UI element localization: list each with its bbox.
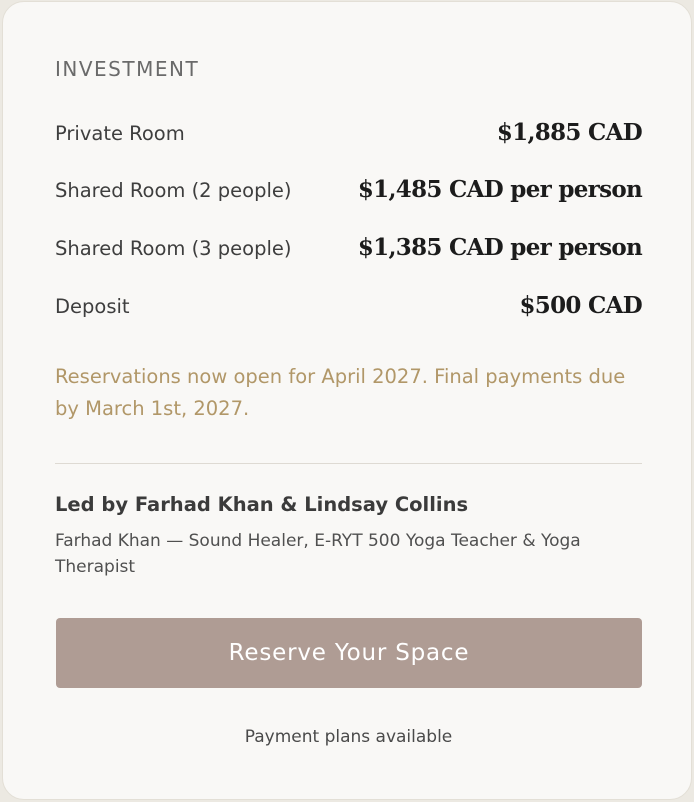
price-row-label: Private Room [55, 122, 185, 145]
price-row-label: Shared Room (3 people) [55, 237, 292, 260]
price-row-private-room [55, 112, 642, 152]
price-row-label: Shared Room (2 people) [55, 179, 292, 202]
reserve-space-button[interactable]: Reserve Your Space [56, 618, 642, 688]
price-row-shared-room-2 [55, 169, 642, 209]
payment-plans-note: Payment plans available [244, 727, 453, 747]
price-row-value: $1,885 CAD [496, 119, 642, 146]
section-label: INVESTMENT [55, 57, 200, 81]
price-row-value: $1,485 CAD per person [357, 176, 642, 203]
divider [55, 463, 642, 464]
price-row-value: $1,385 CAD per person [357, 234, 642, 261]
leaders-description: Farhad Khan — Sound Healer, E-RYT 500 Yoga Teacher & Yoga Therapist [55, 531, 581, 577]
price-row-label: Deposit [55, 295, 130, 318]
leaders-title: Led by Farhad Khan & Lindsay Collins [55, 493, 469, 516]
reservation-notice: Reservations now open for April 2027. Final payments due by March 1st, 2027. [55, 365, 626, 420]
price-row-value: $500 CAD [519, 292, 642, 319]
price-row-shared-room-3 [55, 227, 642, 267]
investment-card [2, 1, 692, 800]
price-row-deposit [55, 285, 642, 325]
